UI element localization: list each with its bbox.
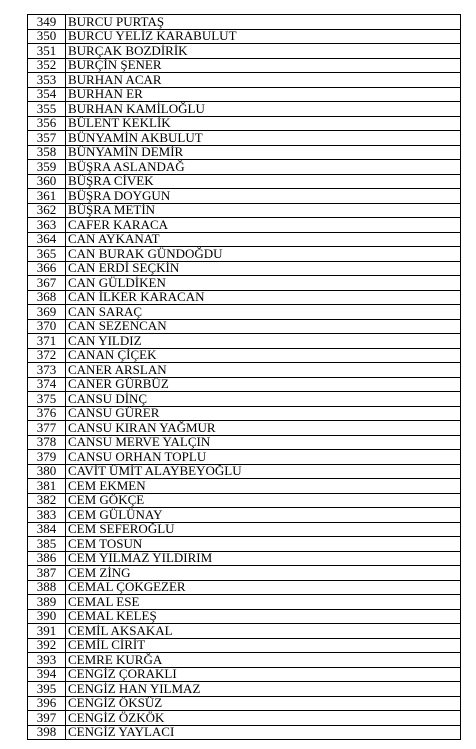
- person-name: BÜŞRA ASLANDAĞ: [66, 160, 461, 175]
- person-name: CAN İLKER KARACAN: [66, 290, 461, 305]
- person-name: BURHAN KAMİLOĞLU: [66, 102, 461, 117]
- person-name: CAN ERDİ SEÇKİN: [66, 261, 461, 276]
- row-number: 388: [28, 580, 66, 595]
- row-number: 376: [28, 406, 66, 421]
- row-number: 385: [28, 537, 66, 552]
- row-number: 366: [28, 261, 66, 276]
- person-name: CANSU KIRAN YAĞMUR: [66, 421, 461, 436]
- person-name: CAVİT ÜMİT ALAYBEYOĞLU: [66, 464, 461, 479]
- table-row: [28, 421, 461, 436]
- table-row: [28, 174, 461, 189]
- row-number: 373: [28, 363, 66, 378]
- person-name: BURCU PURTAŞ: [66, 15, 461, 30]
- table-row: [28, 58, 461, 73]
- person-name: CAN YILDIZ: [66, 334, 461, 349]
- row-number: 357: [28, 131, 66, 146]
- person-name: CAN SEZENCAN: [66, 319, 461, 334]
- row-number: 375: [28, 392, 66, 407]
- table-row: [28, 566, 461, 581]
- row-number: 398: [28, 725, 66, 740]
- row-number: 371: [28, 334, 66, 349]
- row-number: 386: [28, 551, 66, 566]
- person-name: BÜŞRA DOYGUN: [66, 189, 461, 204]
- table-row: [28, 493, 461, 508]
- table-row: [28, 682, 461, 697]
- person-name: CENGİZ ÇORAKLI: [66, 667, 461, 682]
- row-number: 374: [28, 377, 66, 392]
- row-number: 367: [28, 276, 66, 291]
- table-row: [28, 450, 461, 465]
- row-number: 392: [28, 638, 66, 653]
- table-row: [28, 363, 461, 378]
- person-name: CANER GÜRBÜZ: [66, 377, 461, 392]
- name-list-table: [27, 14, 461, 740]
- person-name: CENGİZ YAYLACI: [66, 725, 461, 740]
- person-name: BÜNYAMİN AKBULUT: [66, 131, 461, 146]
- row-number: 384: [28, 522, 66, 537]
- table-row: [28, 29, 461, 44]
- table-row: [28, 261, 461, 276]
- row-number: 356: [28, 116, 66, 131]
- table-row: [28, 87, 461, 102]
- row-number: 396: [28, 696, 66, 711]
- table-row: [28, 479, 461, 494]
- row-number: 387: [28, 566, 66, 581]
- person-name: CAN GÜLDİKEN: [66, 276, 461, 291]
- name-list-body: [28, 15, 461, 740]
- person-name: BÜŞRA METİN: [66, 203, 461, 218]
- row-number: 393: [28, 653, 66, 668]
- person-name: CAFER KARACA: [66, 218, 461, 233]
- table-row: [28, 667, 461, 682]
- table-row: [28, 348, 461, 363]
- person-name: BURÇİN ŞENER: [66, 58, 461, 73]
- table-row: [28, 696, 461, 711]
- table-row: [28, 377, 461, 392]
- row-number: 363: [28, 218, 66, 233]
- row-number: 368: [28, 290, 66, 305]
- table-row: [28, 276, 461, 291]
- table-row: [28, 116, 461, 131]
- table-row: [28, 15, 461, 30]
- person-name: BÜNYAMİN DEMİR: [66, 145, 461, 160]
- row-number: 369: [28, 305, 66, 320]
- table-row: [28, 145, 461, 160]
- person-name: CAN AYKANAT: [66, 232, 461, 247]
- person-name: CANSU DİNÇ: [66, 392, 461, 407]
- table-row: [28, 725, 461, 740]
- row-number: 352: [28, 58, 66, 73]
- row-number: 351: [28, 44, 66, 59]
- row-number: 397: [28, 711, 66, 726]
- table-row: [28, 551, 461, 566]
- table-row: [28, 595, 461, 610]
- row-number: 353: [28, 73, 66, 88]
- person-name: CANSU GÜRER: [66, 406, 461, 421]
- person-name: CEM YILMAZ YILDIRIM: [66, 551, 461, 566]
- table-row: [28, 131, 461, 146]
- person-name: BURÇAK BOZDİRİK: [66, 44, 461, 59]
- table-row: [28, 537, 461, 552]
- row-number: 381: [28, 479, 66, 494]
- person-name: CANAN ÇİÇEK: [66, 348, 461, 363]
- row-number: 349: [28, 15, 66, 30]
- row-number: 370: [28, 319, 66, 334]
- table-row: [28, 44, 461, 59]
- table-row: [28, 290, 461, 305]
- row-number: 379: [28, 450, 66, 465]
- person-name: CENGİZ ÖKSÜZ: [66, 696, 461, 711]
- table-row: [28, 392, 461, 407]
- row-number: 395: [28, 682, 66, 697]
- row-number: 377: [28, 421, 66, 436]
- person-name: BÜLENT KEKLİK: [66, 116, 461, 131]
- person-name: BURHAN ACAR: [66, 73, 461, 88]
- person-name: CENGİZ ÖZKÖK: [66, 711, 461, 726]
- row-number: 361: [28, 189, 66, 204]
- row-number: 360: [28, 174, 66, 189]
- person-name: CANER ARSLAN: [66, 363, 461, 378]
- person-name: CEM SEFEROĞLU: [66, 522, 461, 537]
- table-row: [28, 160, 461, 175]
- person-name: BURCU YELİZ KARABULUT: [66, 29, 461, 44]
- person-name: CEM TOSUN: [66, 537, 461, 552]
- row-number: 355: [28, 102, 66, 117]
- person-name: CEM ZİNG: [66, 566, 461, 581]
- table-row: [28, 305, 461, 320]
- row-number: 378: [28, 435, 66, 450]
- person-name: CEMİL AKSAKAL: [66, 624, 461, 639]
- row-number: 365: [28, 247, 66, 262]
- table-row: [28, 522, 461, 537]
- table-row: [28, 203, 461, 218]
- row-number: 394: [28, 667, 66, 682]
- row-number: 358: [28, 145, 66, 160]
- person-name: CANSU MERVE YALÇIN: [66, 435, 461, 450]
- table-row: [28, 508, 461, 523]
- table-row: [28, 232, 461, 247]
- person-name: CEMAL ÇOKGEZER: [66, 580, 461, 595]
- table-row: [28, 464, 461, 479]
- person-name: CAN SARAÇ: [66, 305, 461, 320]
- person-name: CAN BURAK GÜNDOĞDU: [66, 247, 461, 262]
- person-name: BÜŞRA CİVEK: [66, 174, 461, 189]
- person-name: CEM EKMEN: [66, 479, 461, 494]
- table-row: [28, 624, 461, 639]
- row-number: 389: [28, 595, 66, 610]
- person-name: CEMRE KURĞA: [66, 653, 461, 668]
- table-row: [28, 653, 461, 668]
- table-row: [28, 319, 461, 334]
- person-name: CEMAL KELEŞ: [66, 609, 461, 624]
- row-number: 391: [28, 624, 66, 639]
- table-row: [28, 406, 461, 421]
- row-number: 382: [28, 493, 66, 508]
- row-number: 380: [28, 464, 66, 479]
- table-row: [28, 102, 461, 117]
- table-row: [28, 73, 461, 88]
- person-name: CENGİZ HAN YILMAZ: [66, 682, 461, 697]
- table-row: [28, 334, 461, 349]
- row-number: 350: [28, 29, 66, 44]
- table-row: [28, 189, 461, 204]
- person-name: BURHAN ER: [66, 87, 461, 102]
- table-row: [28, 580, 461, 595]
- row-number: 362: [28, 203, 66, 218]
- row-number: 372: [28, 348, 66, 363]
- document-page: [27, 14, 461, 740]
- person-name: CEM GÜLÜNAY: [66, 508, 461, 523]
- row-number: 354: [28, 87, 66, 102]
- table-row: [28, 638, 461, 653]
- row-number: 364: [28, 232, 66, 247]
- person-name: CEM GÖKÇE: [66, 493, 461, 508]
- row-number: 359: [28, 160, 66, 175]
- person-name: CEMAL ESE: [66, 595, 461, 610]
- table-row: [28, 218, 461, 233]
- row-number: 383: [28, 508, 66, 523]
- table-row: [28, 435, 461, 450]
- row-number: 390: [28, 609, 66, 624]
- table-row: [28, 609, 461, 624]
- person-name: CEMİL CİRİT: [66, 638, 461, 653]
- table-row: [28, 711, 461, 726]
- table-row: [28, 247, 461, 262]
- person-name: CANSU ORHAN TOPLU: [66, 450, 461, 465]
